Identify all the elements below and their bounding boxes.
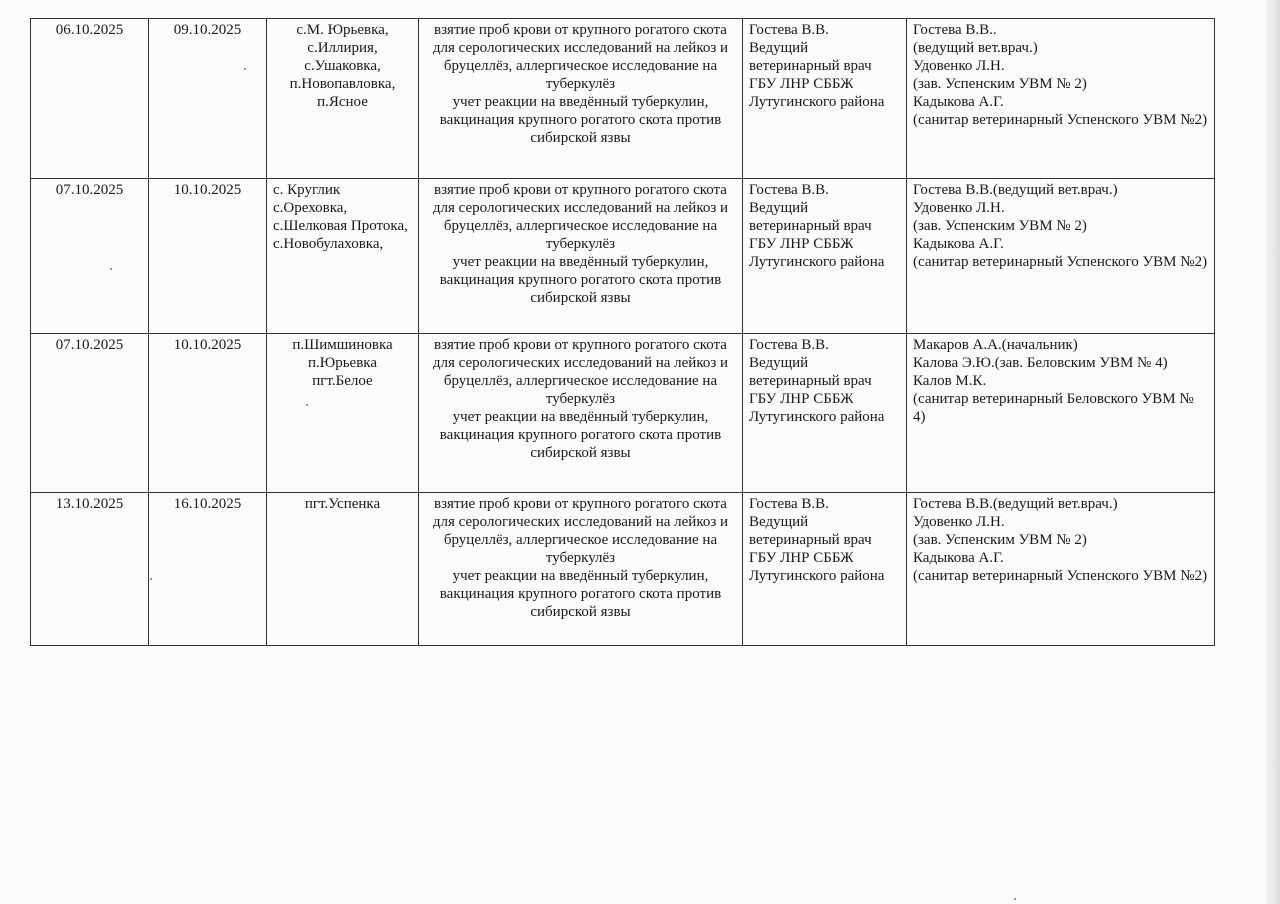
locations-cell: [267, 19, 419, 179]
work-cell: [419, 19, 743, 179]
work-description: взятие проб крови от крупного рогатого скота для серологических исследований на лейкоз и бруцеллёз, аллергическое исследование на туберкулёз учет реакции на введённый туберкулин, вакцинация крупного рогатого скота против сибирской язвы: [432, 182, 729, 306]
end-date-cell: [149, 334, 267, 493]
start-date: 07.10.2025: [55, 182, 124, 198]
scan-edge-shadow: [1266, 0, 1280, 904]
responsible: Гостева В.В. Ведущий ветеринарный врач ГБУ ЛНР СББЖ Лутугинского района: [749, 22, 885, 110]
end-date: 09.10.2025: [173, 22, 242, 38]
locations: п.Шимшиновка п.Юрьевка пгт.Белое: [292, 337, 393, 389]
end-date: 10.10.2025: [173, 337, 242, 353]
participants-cell: [907, 493, 1215, 646]
participants: Гостева В.В.(ведущий вет.врач.) Удовенко Л.Н. (зав. Успенским УВМ № 2) Кадыкова А.Г. (санитар ветеринарный Успенского УВМ №2): [913, 182, 1208, 270]
end-date-cell: [149, 493, 267, 646]
start-date: 13.10.2025: [55, 496, 124, 512]
responsible-cell: [743, 19, 907, 179]
locations-cell: [267, 179, 419, 334]
responsible: Гостева В.В. Ведущий ветеринарный врач ГБУ ЛНР СББЖ Лутугинского района: [749, 337, 885, 425]
table-row: [31, 19, 1215, 179]
responsible-cell: [743, 334, 907, 493]
start-date-cell: [31, 179, 149, 334]
scan-speck: [1014, 898, 1016, 900]
start-date: 06.10.2025: [55, 22, 124, 38]
locations: пгт.Успенка: [304, 496, 381, 512]
locations: с. Круглик с.Ореховка, с.Шелковая Протока, с.Новобулаховка,: [273, 182, 408, 252]
start-date-cell: [31, 334, 149, 493]
responsible-cell: [743, 493, 907, 646]
participants-cell: [907, 179, 1215, 334]
start-date-cell: [31, 19, 149, 179]
work-description: взятие проб крови от крупного рогатого скота для серологических исследований на лейкоз и бруцеллёз, аллергическое исследование на туберкулёз учет реакции на введённый туберкулин, вакцинация крупного рогатого скота против сибирской язвы: [432, 22, 729, 146]
locations: с.М. Юрьевка, с.Иллирия, с.Ушаковка, п.Новопавловка, п.Ясное: [289, 22, 396, 110]
responsible: Гостева В.В. Ведущий ветеринарный врач ГБУ ЛНР СББЖ Лутугинского района: [749, 496, 885, 584]
end-date-cell: [149, 179, 267, 334]
scan-speck: [306, 404, 308, 406]
end-date: 10.10.2025: [173, 182, 242, 198]
participants-cell: [907, 334, 1215, 493]
work-cell: [419, 493, 743, 646]
responsible: Гостева В.В. Ведущий ветеринарный врач ГБУ ЛНР СББЖ Лутугинского района: [749, 182, 885, 270]
participants: Гостева В.В.. (ведущий вет.врач.) Удовенко Л.Н. (зав. Успенским УВМ № 2) Кадыкова А.Г. (санитар ветеринарный Успенского УВМ №2): [913, 22, 1208, 128]
responsible-cell: [743, 179, 907, 334]
participants-cell: [907, 19, 1215, 179]
participants: Гостева В.В.(ведущий вет.врач.) Удовенко Л.Н. (зав. Успенским УВМ № 2) Кадыкова А.Г. (санитар ветеринарный Успенского УВМ №2): [913, 496, 1208, 584]
work-description: взятие проб крови от крупного рогатого скота для серологических исследований на лейкоз и бруцеллёз, аллергическое исследование на туберкулёз учет реакции на введённый туберкулин, вакцинация крупного рогатого скота против сибирской язвы: [432, 337, 729, 461]
table-row: [31, 493, 1215, 646]
work-cell: [419, 334, 743, 493]
table-row: [31, 179, 1215, 334]
start-date: 07.10.2025: [55, 337, 124, 353]
scan-speck: [244, 68, 246, 70]
participants: Макаров А.А.(начальник) Калова Э.Ю.(зав. Беловским УВМ № 4) Калов М.К. (санитар ветеринарный Беловского УВМ № 4): [913, 337, 1194, 425]
schedule-table: [30, 18, 1215, 646]
end-date: 16.10.2025: [173, 496, 242, 512]
locations-cell: [267, 493, 419, 646]
scan-speck: [110, 268, 112, 270]
end-date-cell: [149, 19, 267, 179]
locations-cell: [267, 334, 419, 493]
scan-speck: [150, 578, 152, 580]
table-row: [31, 334, 1215, 493]
work-cell: [419, 179, 743, 334]
start-date-cell: [31, 493, 149, 646]
work-description: взятие проб крови от крупного рогатого скота для серологических исследований на лейкоз и бруцеллёз, аллергическое исследование на туберкулёз учет реакции на введённый туберкулин, вакцинация крупного рогатого скота против сибирской язвы: [432, 496, 729, 620]
